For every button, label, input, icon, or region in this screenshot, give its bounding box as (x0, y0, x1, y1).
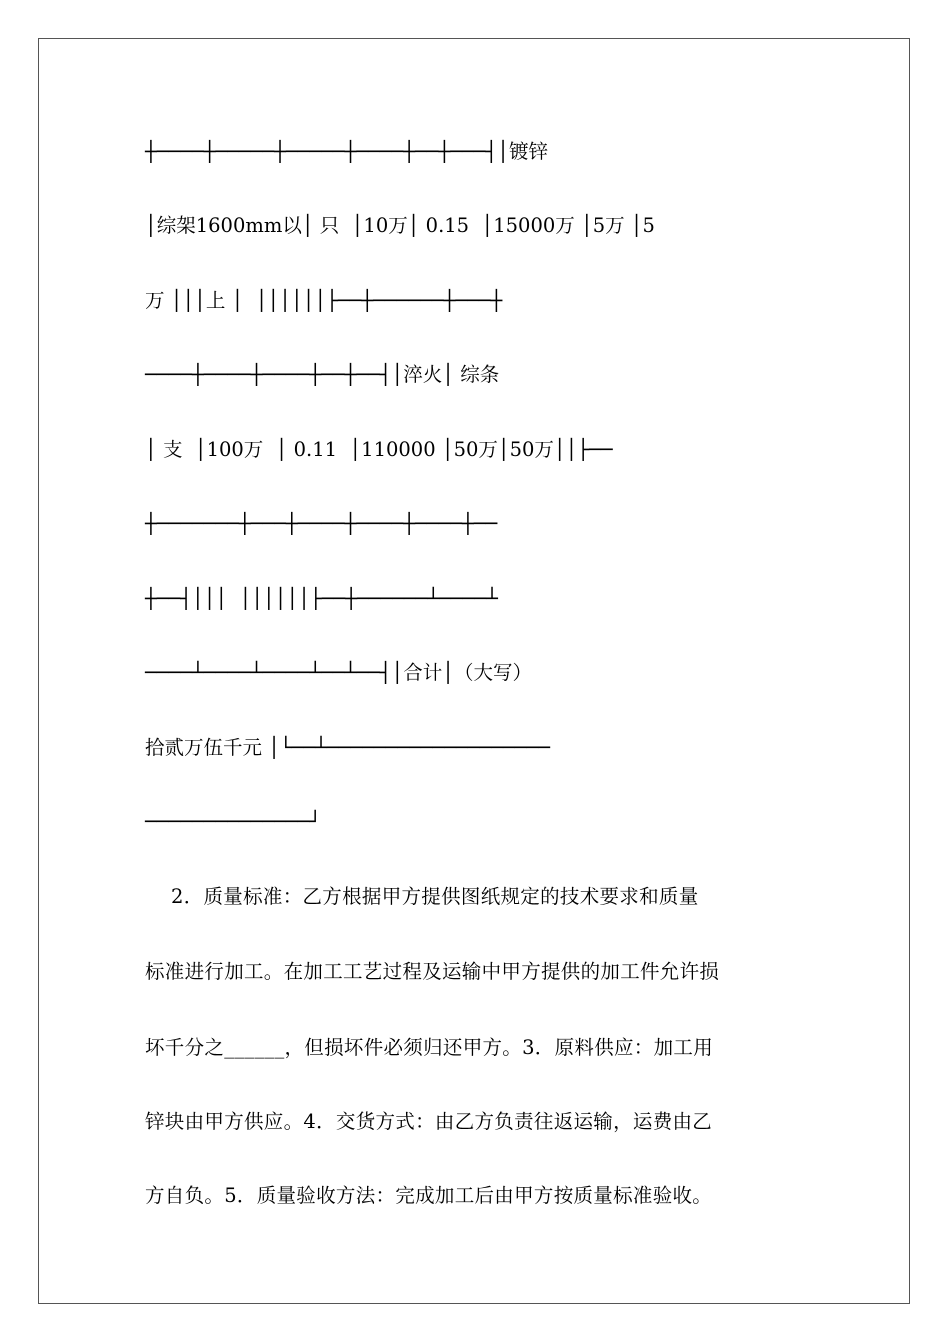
table-line: │ 支 │100万 │ 0.11 │110000 │50万│50万││├── (145, 438, 613, 461)
paragraph-line: 锌块由甲方供应。4．交货方式：由乙方负责往返运输，运费由乙 (145, 1110, 713, 1133)
paragraph-line: 2．质量标准：乙方根据甲方提供图纸规定的技术要求和质量 (145, 885, 699, 908)
paragraph-line: 坏千分之______，但损坏件必须归还甲方。3．原料供应：加工用 (145, 1036, 714, 1059)
table-line: ┼────┼─────┼─────┼────┼──┼───┤│镀锌 (145, 140, 548, 163)
table-line: ┼──┤│││ ││││││├──┼──────┴────┴ (145, 587, 498, 610)
table-line: ────┼────┼────┼──┼──┤│淬火│ 综条 (145, 363, 500, 386)
table-line: 万 │││上 │ ││││││├──┼──────┼───┼ (145, 289, 503, 312)
table-line: │综架1600mm以│ 只 │10万│ 0.15 │15000万 │5万 │5 (145, 214, 655, 237)
table-line: 拾贰万伍千元 │└──┴─────────────────── (145, 736, 550, 759)
paragraph-line: 方自负。5．质量验收方法：完成加工后由甲方按质量标准验收。 (145, 1184, 713, 1207)
table-line: ┼───────┼───┼────┼────┼────┼── (145, 512, 498, 535)
table-line: ──────────────┘ (145, 810, 322, 833)
paragraph-line: 标准进行加工。在加工工艺过程及运输中甲方提供的加工件允许损 (145, 960, 720, 983)
table-line: ────┴────┴────┴──┴──┤│合计│（大写） (145, 661, 533, 684)
